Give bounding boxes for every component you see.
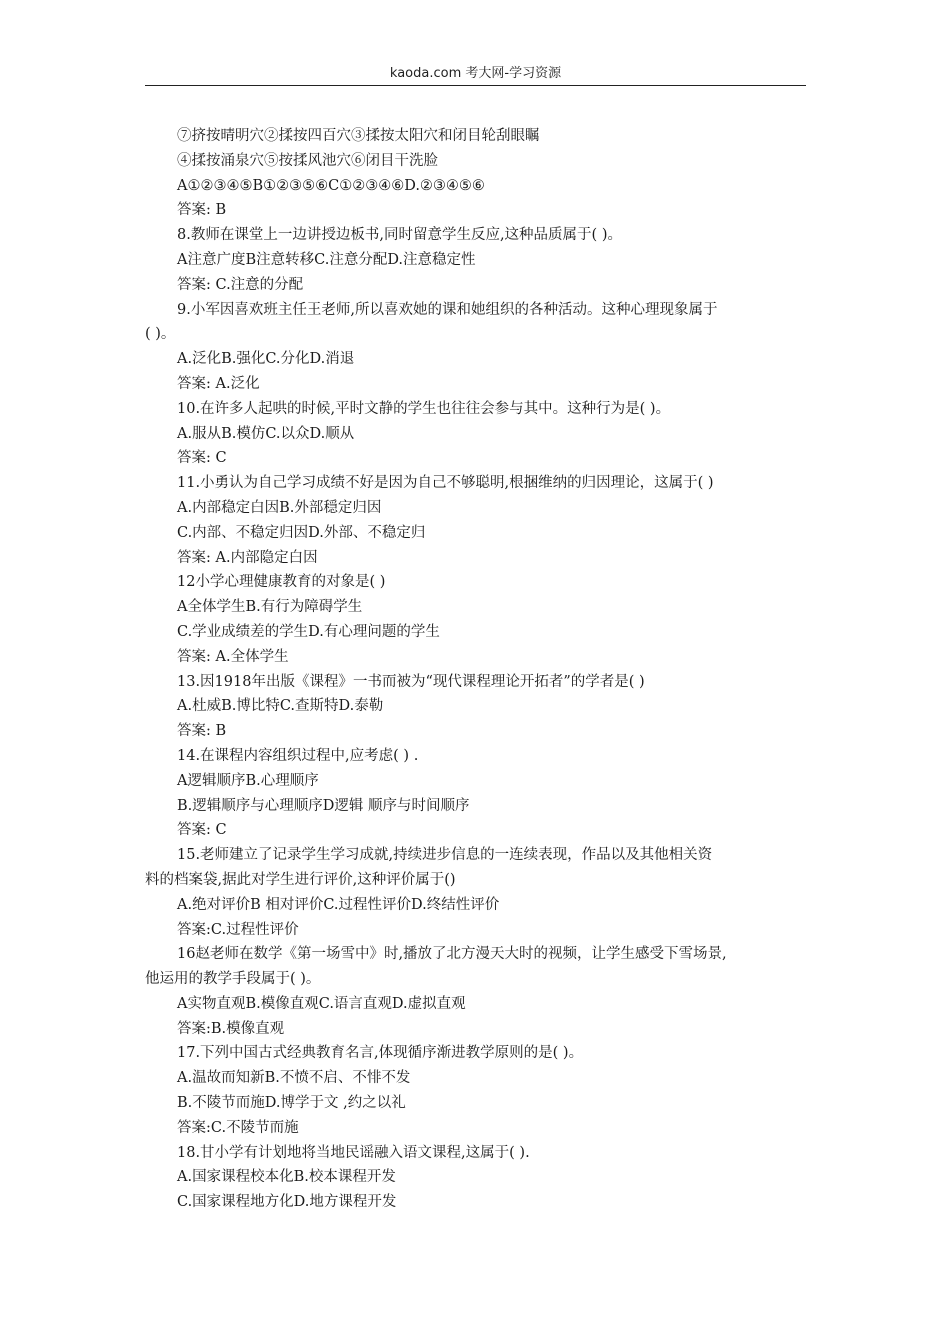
text-line: 15.老师建立了记录学生学习成就,持续进步信息的一连续表现，作品以及其他相关资: [177, 847, 713, 864]
text-line: 答案: A.全体学生: [177, 648, 289, 665]
text-line: 8.教师在课堂上一边讲授边板书,同时留意学生反应,这种品质属于( )。: [177, 227, 622, 244]
text-line: 10.在许多人起哄的时候,平时文静的学生也往往会参与其中。这种行为是( )。: [177, 400, 671, 417]
text-line: 12小学心理健康教育的对象是( ): [177, 574, 386, 591]
text-line: A①②③④⑤B①②③⑤⑥C①②③④⑥D.②③④⑤⑥: [177, 177, 485, 194]
text-line: ⑦挤按晴明穴②揉按四百穴③揉按太阳穴和闭目轮刮眼瞩: [177, 128, 540, 144]
text-line: 答案: A.内部隐定白因: [177, 549, 318, 566]
text-line: A.杜威B.博比特C.查斯特D.泰勒: [177, 698, 384, 715]
text-line: 答案:B.模像直观: [177, 1020, 285, 1037]
text-line: A逻辑顺序B.心理顺序: [177, 772, 319, 789]
text-line: A.内部稳定白因B.外部穏定归因: [177, 499, 382, 516]
text-line: A.泛化B.强化C.分化D.消退: [177, 351, 355, 368]
page-header: kaoda.com 考大网-学习资源: [389, 66, 562, 81]
text-line: 答案:C.过程性评价: [177, 921, 299, 938]
text-line: C.学业成绩差的学生D.有心理问题的学生: [177, 623, 440, 640]
text-line: A.绝对评价B 相对评价C.过程性评价D.终结性评价: [177, 896, 500, 913]
text-line: C.国家课程地方化D.地方课程开发: [177, 1194, 397, 1211]
text-line: A.服从B.模仿C.以众D.顺从: [177, 425, 355, 442]
text-line: A实物直观B.模像直观C.语言直观D.虚拟直观: [177, 995, 466, 1012]
text-line: 13.因1918年出版《课程》一书而被为“现代课程理论开拓者”的学者是( ): [177, 673, 645, 690]
text-line: B.不陵节而施D.博学于文 ,约之以礼: [177, 1095, 406, 1112]
text-line: 他运用的教学手段属于( )。: [145, 971, 321, 988]
text-line: 答案: B: [177, 202, 227, 219]
text-line: 料的档案袋,据此对学生进行评价,这种评价属于(): [145, 871, 456, 888]
text-line: 答案: B: [177, 723, 227, 740]
text-line: 11.小勇认为自己学习成绩不好是因为自己不够聪明,根捆维纳的归因理论，这属于( ): [177, 475, 714, 492]
header-divider: [145, 85, 806, 86]
text-line: A注意广度B注意转移C.注意分配D.注意稳定性: [177, 251, 476, 268]
text-line: ( )。: [145, 326, 176, 343]
text-line: 9.小军因喜欢班主任王老师,所以喜欢她的课和她组织的各种活动。这种心理现象属于: [177, 301, 718, 318]
text-line: ④揉按涌泉穴⑤按揉风池穴⑥闭目干洗脸: [177, 152, 438, 169]
text-line: A.温故而知新B.不愤不启、不悱不发: [177, 1070, 411, 1087]
text-line: 16赵老师在数学《第一场雪中》时,播放了北方漫天大时的视频，让学生感受下雪场景,: [177, 946, 727, 963]
text-line: A.国家课程校本化B.校本课程开发: [177, 1169, 396, 1186]
text-line: 答案: C: [177, 822, 227, 839]
text-line: C.内部、不稳定归因D.外部、不稳定归: [177, 524, 426, 541]
text-line: 18.甘小学有计划地将当地民谣融入语文课程,这属于( ).: [177, 1144, 530, 1161]
text-line: A全体学生B.有行为障碍学生: [177, 599, 363, 616]
document-body: [145, 124, 807, 1215]
text-line: 14.在课程内容组织过程中,应考虑( ) .: [177, 747, 419, 764]
text-line: 答案: C.注意的分配: [177, 276, 304, 293]
text-line: 答案: C: [177, 450, 227, 467]
text-line: 17.下列中国古式经典教育名言,体现循序渐进教学原则的是( )。: [177, 1045, 584, 1062]
text-line: 答案:C.不陵节而施: [177, 1119, 299, 1136]
text-line: 答案: A.泛化: [177, 375, 260, 392]
text-line: B.逻辑顺序与心理顺序D逻辑 顺序与时间顺序: [177, 797, 470, 814]
